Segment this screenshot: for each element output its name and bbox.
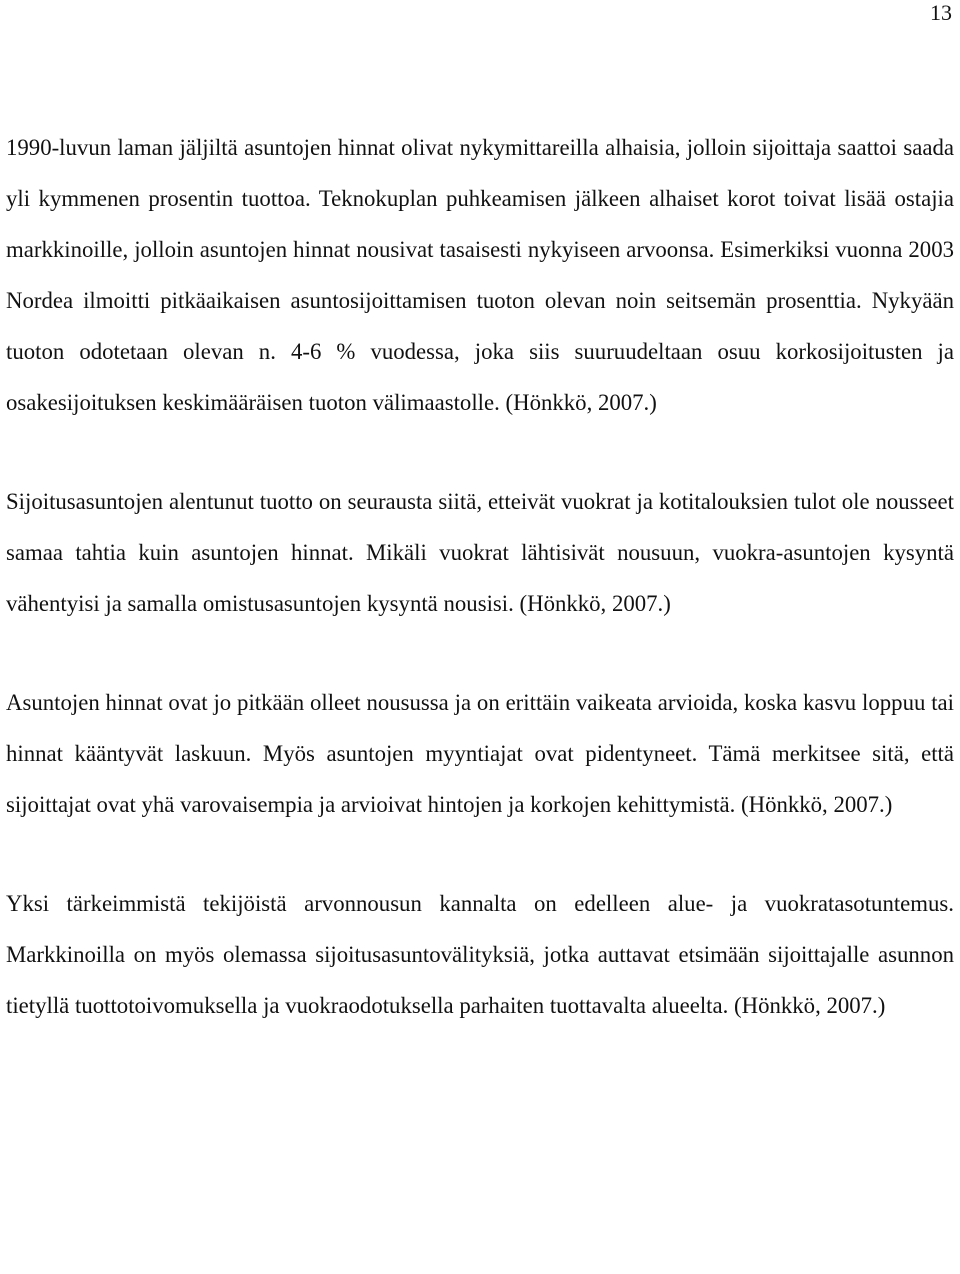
paragraph-price-outlook: Asuntojen hinnat ovat jo pitkään olleet nousussa ja on erittäin vaikeata arvioida, koska kasvu loppuu tai hinnat kääntyvät laskuun. Myös asuntojen myyntiajat ovat pidentyneet. Tämä merkitsee sitä, että sijoittajat ovat yhä varovaisempia ja arvioivat hintojen ja korkojen kehittymistä. (Hönkkö, 2007.) — [6, 690, 954, 817]
paragraph-area-knowledge: Yksi tärkeimmistä tekijöistä arvonnousun kannalta on edelleen alue- ja vuokratasotuntemus. Markkinoilla on myös olemassa sijoitusasuntovälityksiä, jotka auttavat etsimään sijoittajalle asunnon tietyllä tuottotoivomuksella ja vuokraodotuksella parhaiten tuottavalta alueelta. (Hönkkö, 2007.) — [6, 891, 954, 1018]
paragraph-housing-prices-1990s: 1990-luvun laman jäljiltä asuntojen hinnat olivat nykymittareilla alhaisia, jolloin sijoittaja saattoi saada yli kymmenen prosentin tuottoa. Teknokuplan puhkeamisen jälkeen alhaiset korot toivat lisää ostajia markkinoille, jolloin asuntojen hinnat nousivat tasaisesti nykyiseen arvoonsa. Esimerkiksi vuonna 2003 Nordea ilmoitti pitkäaikaisen asuntosijoittamisen tuoton olevan noin seitsemän prosenttia. Nykyään tuoton odotetaan olevan n. 4-6 % vuodessa, joka siis suuruudeltaan osuu korkosijoitusten ja osakesijoituksen keskimääräisen tuoton välimaastolle. (Hönkkö, 2007.) — [6, 135, 954, 415]
page-number: 13 — [930, 0, 952, 25]
paragraph-reduced-returns: Sijoitusasuntojen alentunut tuotto on seurausta siitä, etteivät vuokrat ja kotitalouksien tulot ole nousseet samaa tahtia kuin asuntojen hinnat. Mikäli vuokrat lähtisivät nousuun, vuokra-asuntojen kysyntä vähentyisi ja samalla omistusasuntojen kysyntä nousisi. (Hönkkö, 2007.) — [6, 489, 954, 616]
document-body — [6, 122, 954, 1031]
